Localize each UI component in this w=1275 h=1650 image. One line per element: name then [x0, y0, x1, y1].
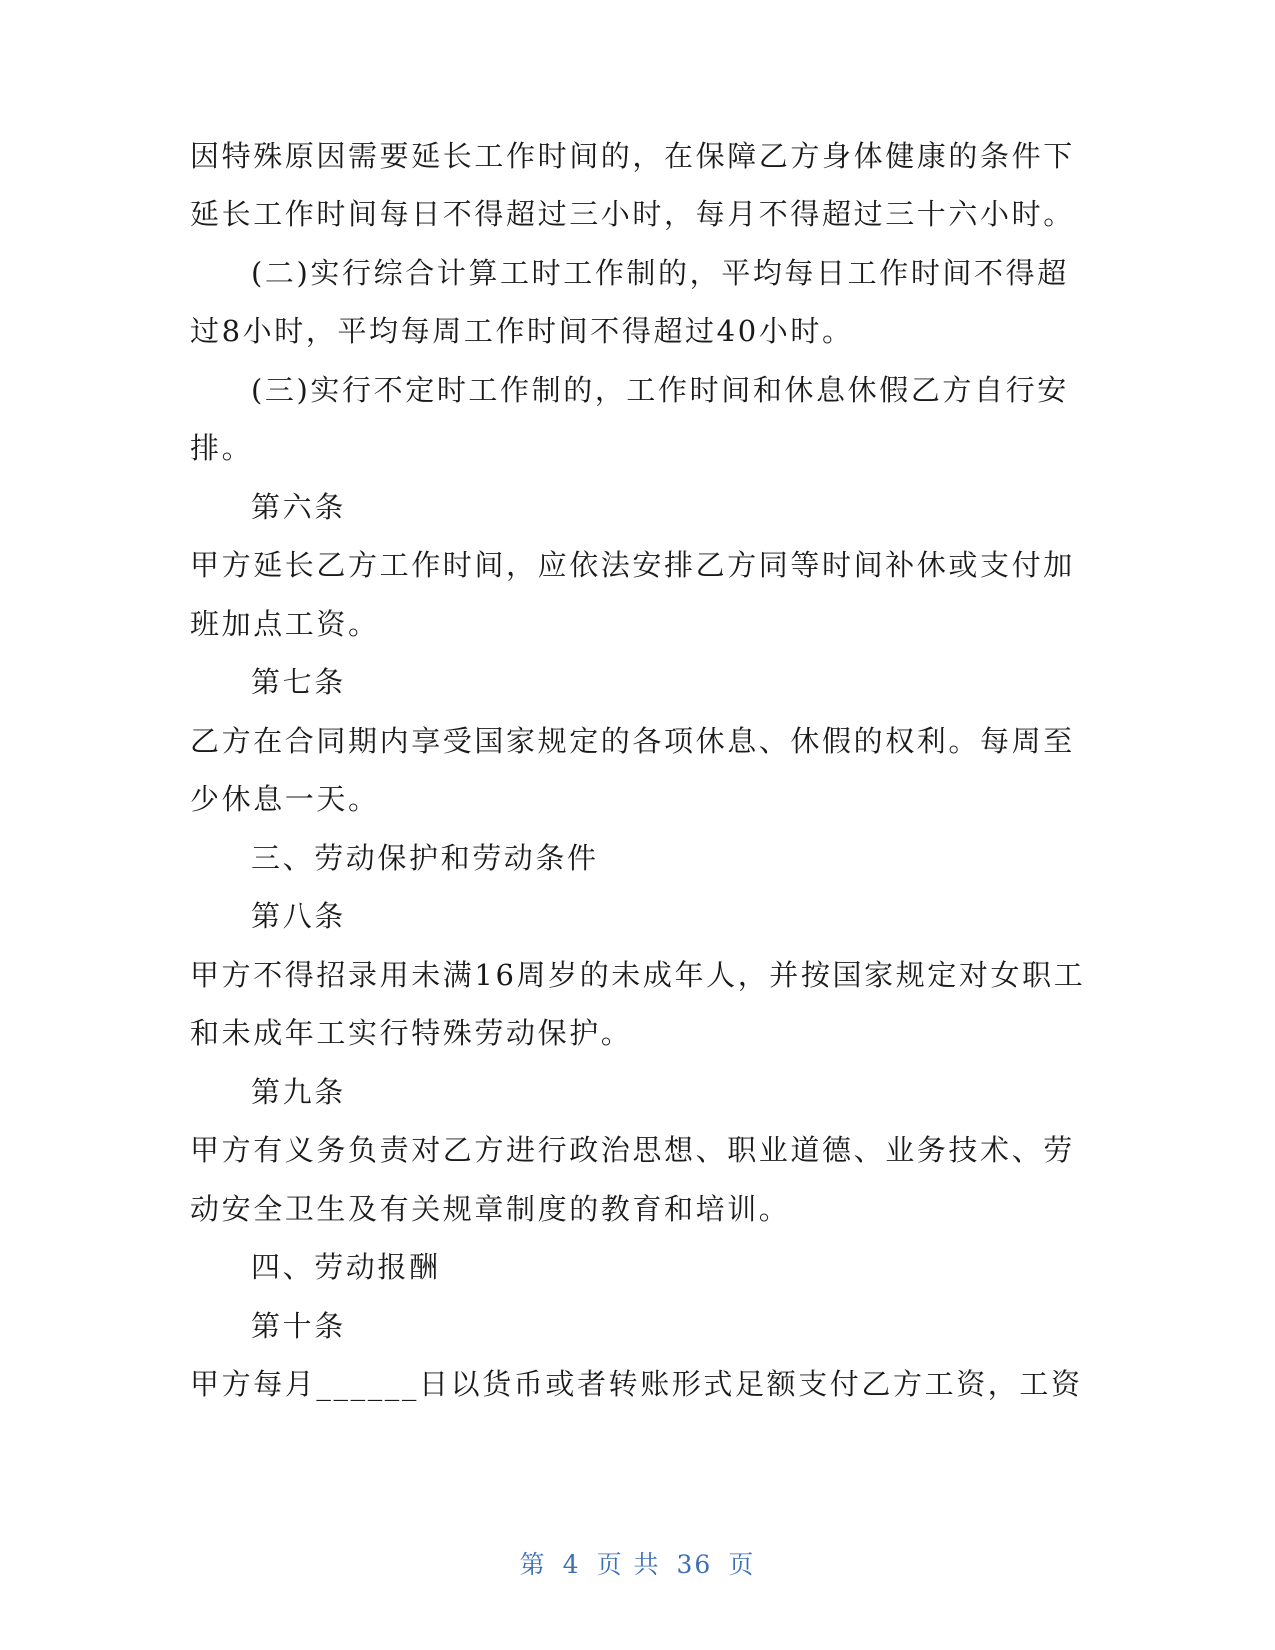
paragraph-line: 动安全卫生及有关规章制度的教育和培训。: [190, 1192, 791, 1226]
paragraph-line: 排。: [190, 431, 254, 465]
footer-prefix: 第: [519, 1550, 547, 1579]
paragraph-line: 少休息一天。: [190, 782, 380, 816]
paragraph-line: 甲方不得招录用未满16周岁的未成年人，并按国家规定对女职工: [190, 958, 1086, 992]
paragraph-line: 因特殊原因需要延长工作时间的，在保障乙方身体健康的条件下: [190, 139, 1075, 173]
total-pages-number: 36: [676, 1550, 713, 1579]
paragraph-line: (三)实行不定时工作制的，工作时间和休息休假乙方自行安: [251, 373, 1069, 407]
paragraph-line: 甲方延长乙方工作时间，应依法安排乙方同等时间补休或支付加: [190, 548, 1075, 582]
footer-suffix: 页: [728, 1550, 756, 1579]
page-footer: [0, 1545, 1275, 1581]
article-heading: 第八条: [251, 899, 346, 933]
section-heading: 四、劳动报酬: [251, 1250, 441, 1284]
paragraph-line: (二)实行综合计算工时工作制的，平均每日工作时间不得超: [251, 256, 1069, 290]
paragraph-line: 延长工作时间每日不得超过三小时，每月不得超过三十六小时。: [190, 197, 1075, 231]
footer-middle: 页 共: [596, 1550, 661, 1579]
paragraph-line: 和未成年工实行特殊劳动保护。: [190, 1016, 633, 1050]
paragraph-line: 甲方每月______日以货币或者转账形式足额支付乙方工资，工资: [190, 1367, 1083, 1401]
article-heading: 第十条: [251, 1309, 346, 1343]
paragraph-line: 班加点工资。: [190, 607, 380, 641]
paragraph-line: 乙方在合同期内享受国家规定的各项休息、休假的权利。每周至: [190, 724, 1075, 758]
article-heading: 第七条: [251, 665, 346, 699]
paragraph-line: 甲方有义务负责对乙方进行政治思想、职业道德、业务技术、劳: [190, 1133, 1075, 1167]
article-heading: 第九条: [251, 1075, 346, 1109]
current-page-number: 4: [562, 1550, 581, 1579]
article-heading: 第六条: [251, 490, 346, 524]
section-heading: 三、劳动保护和劳动条件: [251, 841, 599, 875]
paragraph-line: 过8小时，平均每周工作时间不得超过40小时。: [190, 314, 854, 348]
